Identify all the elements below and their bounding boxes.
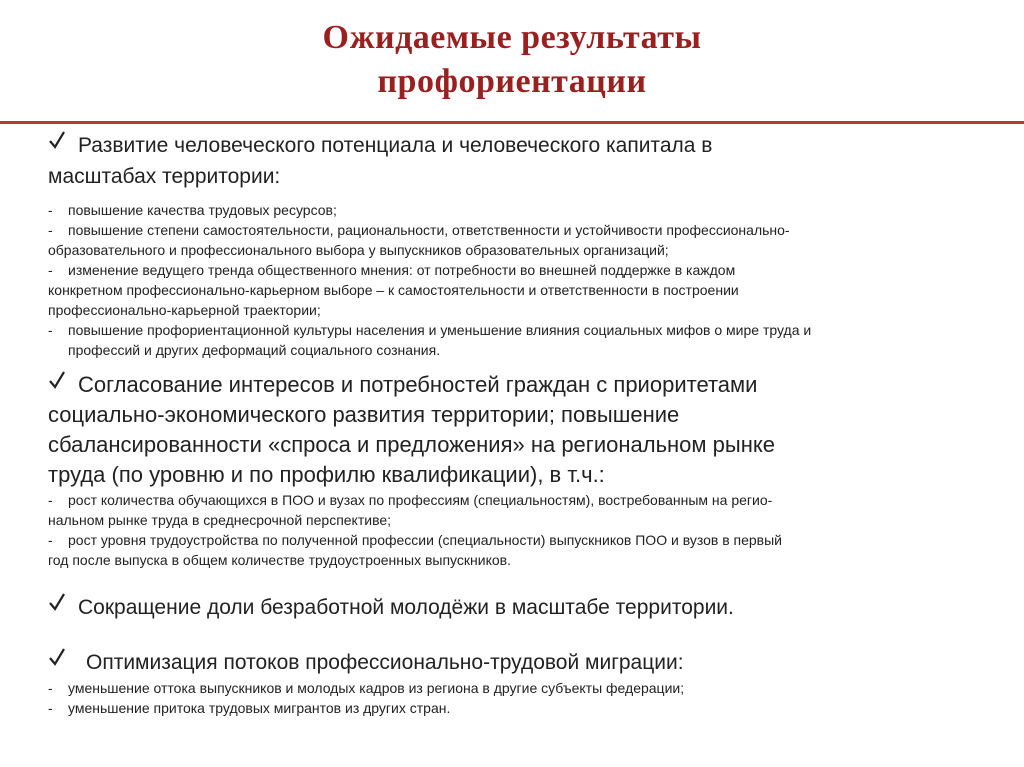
heading-line: сбалансированности «спроса и предложения» на региональном рынке [48, 432, 775, 457]
heading-line: Сокращение доли безработной молодёжи в масштабе территории. [78, 596, 734, 619]
section-heading [48, 130, 968, 161]
section-heading [48, 647, 968, 678]
checkmark-icon [48, 647, 86, 667]
checkmark-icon [48, 370, 78, 390]
list-item: - изменение ведущего тренда общественного мнения: от потребности во внешней поддержке в каждом [48, 262, 736, 278]
section-heading [48, 592, 968, 623]
section-heading [48, 370, 968, 400]
heading-line: Согласование интересов и потребностей граждан с приоритетами [78, 372, 758, 397]
list-item-continuation: профессионально-карьерной траектории; [48, 302, 321, 318]
heading-line: Оптимизация потоков профессионально-трудовой миграции: [86, 651, 684, 674]
heading-line: Развитие человеческого потенциала и человеческого капитала в [78, 134, 713, 157]
checkmark-icon [48, 592, 78, 612]
dash-marker: - [48, 202, 53, 218]
checkmark-icon [48, 130, 78, 150]
title-divider [0, 121, 1024, 124]
heading-line: социально-экономического развития территории; повышение [48, 402, 680, 427]
title-line-2: профориентации [377, 63, 647, 100]
list-item-continuation: год после выпуска в общем количестве трудоустроенных выпускников. [48, 552, 511, 568]
dash-marker: - [48, 492, 53, 508]
title-line-1: Ожидаемые результаты [322, 19, 702, 56]
list-item: - повышение степени самостоятельности, рациональности, ответственности и устойчивости профессионально- [48, 222, 790, 238]
list-item: - рост количества обучающихся в ПОО и вузах по профессиям (специальностям), востребованным на регио- [48, 492, 773, 508]
list-item-continuation: образовательного и профессионального выбора у выпускников образовательных организаций; [48, 242, 669, 258]
list-item: - уменьшение притока трудовых мигрантов из других стран. [48, 700, 451, 716]
heading-line: труда (по уровню и по профилю квалификации), в т.ч.: [48, 462, 605, 487]
section-interests-alignment [48, 370, 968, 570]
list-item-continuation: профессий и других деформаций социального сознания. [68, 342, 441, 358]
section-migration [48, 647, 968, 718]
section-unemployment [48, 592, 968, 623]
dash-marker: - [48, 262, 53, 278]
dash-marker: - [48, 322, 53, 338]
list-item: - рост уровня трудоустройства по полученной профессии (специальности) выпускников ПОО и вузов в первый [48, 532, 782, 548]
list-item: - повышение качества трудовых ресурсов; [48, 202, 337, 218]
section-human-potential [48, 130, 968, 360]
slide-title [0, 0, 1024, 120]
dash-marker: - [48, 532, 53, 548]
list-item: - уменьшение оттока выпускников и молодых кадров из региона в другие субъекты федерации; [48, 680, 685, 696]
list-item-continuation: конкретном профессионально-карьерном выборе – к самостоятельности и ответственности в построении [48, 282, 739, 298]
heading-line: масштабах территории: [48, 165, 281, 188]
list-item-continuation: нальном рынке труда в среднесрочной перспективе; [48, 512, 392, 528]
dash-marker: - [48, 680, 53, 696]
dash-marker: - [48, 222, 53, 238]
dash-marker: - [48, 700, 53, 716]
slide-content [48, 128, 968, 718]
list-item: - повышение профориентационной культуры населения и уменьшение влияния социальных мифов о мире труда и [48, 322, 812, 338]
